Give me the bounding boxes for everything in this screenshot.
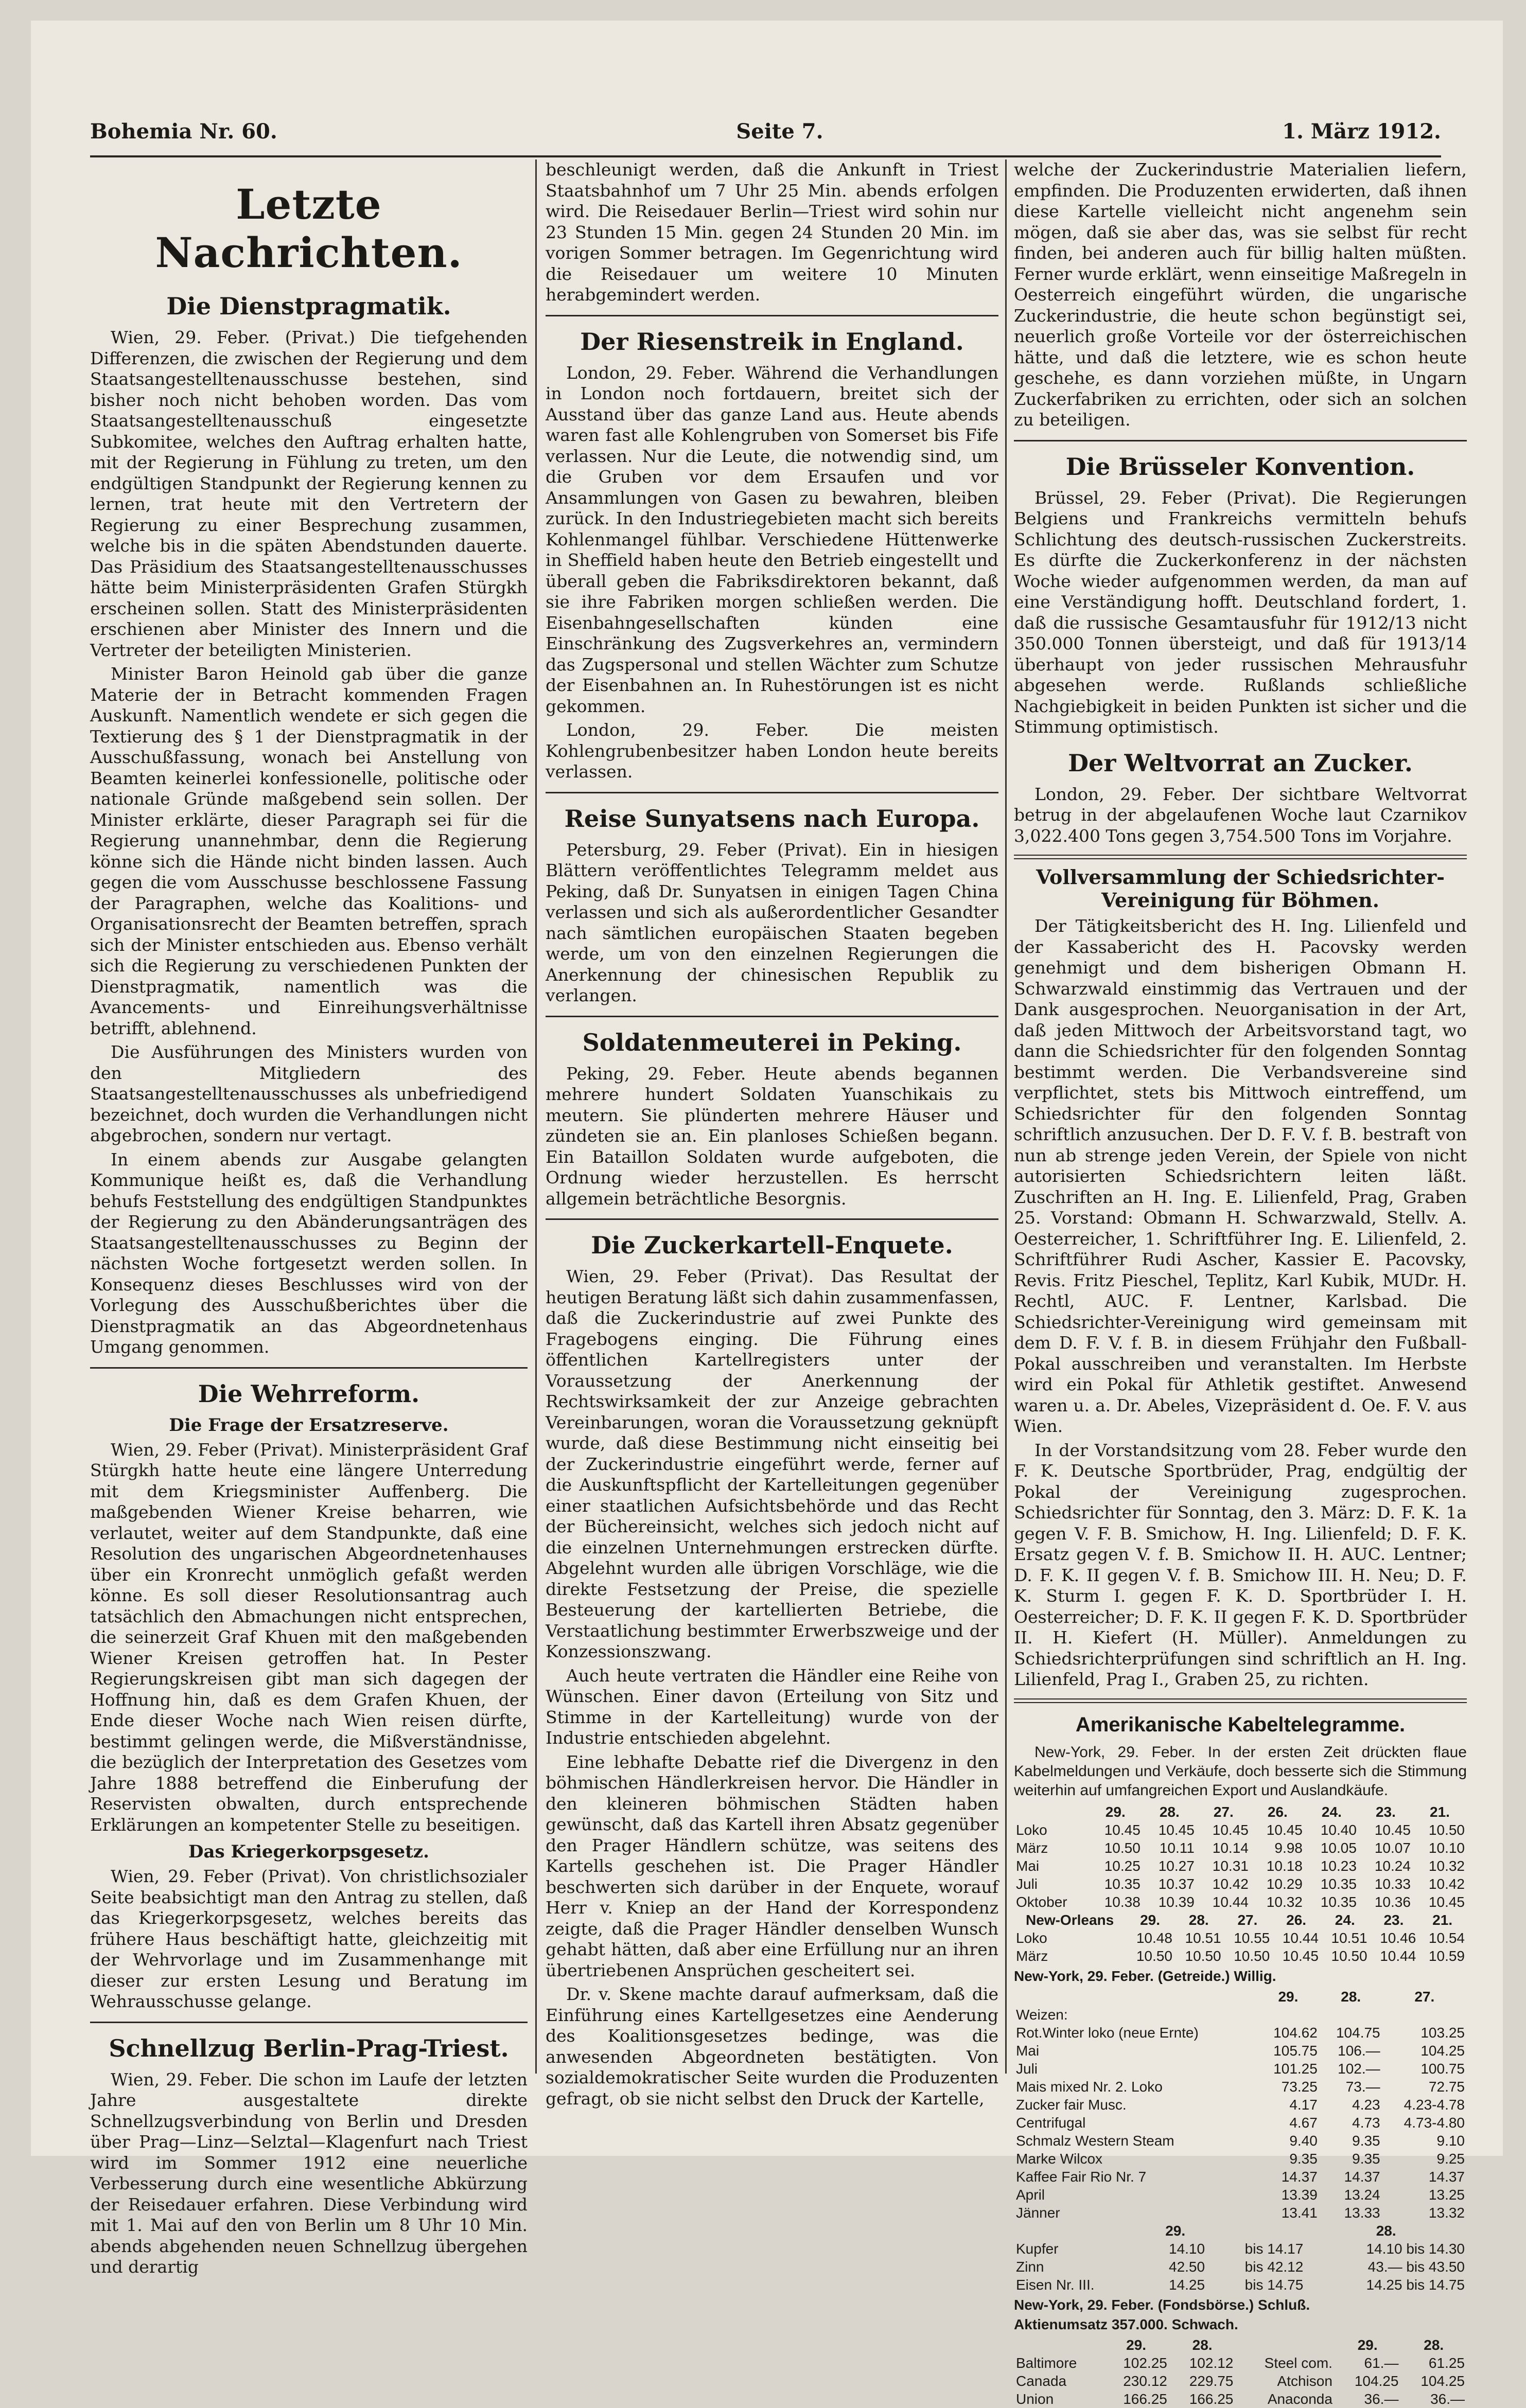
table-cell: Jänner — [1016, 2204, 1060, 2221]
table-cell: 9.40 — [1289, 2132, 1318, 2149]
table-cell: 10.35 — [1320, 1893, 1357, 1910]
table-cell: 102.— — [1338, 2060, 1380, 2077]
table-header-cell: 29. — [1278, 1988, 1299, 2005]
page-header — [90, 108, 1441, 154]
table-cell: 4.73 — [1352, 2114, 1380, 2131]
article-title: Soldatenmeuterei in Peking. — [582, 1028, 962, 1056]
column-3 — [1014, 160, 1467, 2407]
table-cell: Kaffee Fair Rio Nr. 7 — [1016, 2168, 1147, 2185]
article-divider — [90, 1367, 528, 1369]
table-header-cell — [1014, 2222, 1144, 2240]
table-cell: 230.12 — [1123, 2372, 1167, 2389]
table-header-cell: 27. — [1237, 1911, 1258, 1928]
table-cell: Atchison — [1277, 2372, 1332, 2389]
table-cell: 10.50 — [1136, 1947, 1172, 1964]
table-cell: 10.50 — [1331, 1947, 1367, 1964]
table-cell: 9.35 — [1289, 2150, 1318, 2167]
table-cell: Loko — [1016, 1821, 1047, 1838]
market-intro: New-York, 29. Feber. In der ersten Zeit drückten flaue Kabelmeldungen und Verkäufe, doch besserte sich die Stimmung weiterhin auf umfangreichen Export und Auslandkäufe. — [1014, 1743, 1467, 1799]
table-cell: 10.14 — [1212, 1839, 1249, 1856]
table-cell: 73.25 — [1281, 2078, 1318, 2095]
table-header-cell: 29. — [1140, 1911, 1161, 1928]
table-header-row — [1014, 2222, 1467, 2240]
article-paragraph: Wien, 29. Feber. Die schon im Laufe der letzten Jahre ausgestaltete direkte Schnellzugsverbindung von Berlin und Dresden über Prag—Linz—Selztal—Klagenfurt nach Triest wird im Sommer 1912 eine neuerliche Verbesserung durch eine wesentliche Abkürzung der Reisedauer erfahren. Diese Verbindung wird mit 1. Mai auf den von Berlin um 8 Uhr 10 Min. abends abgehenden neuen Schnellzug übergehen und derartig — [90, 2069, 528, 2277]
table-cell: Centrifugal — [1016, 2114, 1086, 2131]
table-cell: 100.75 — [1420, 2060, 1465, 2077]
table-cell: 14.37 — [1281, 2168, 1318, 2185]
table-cell: 10.50 — [1104, 1839, 1141, 1856]
table-cell: 10.40 — [1320, 1821, 1357, 1838]
table-cell: 10.23 — [1320, 1857, 1357, 1874]
table-cell: 10.27 — [1158, 1857, 1195, 1874]
table-cell: 104.62 — [1273, 2024, 1318, 2041]
table-header-row — [1014, 1911, 1467, 1929]
table-cell: 4.67 — [1289, 2114, 1318, 2131]
table-cell: 4.17 — [1289, 2096, 1318, 2113]
table-cell: Loko — [1016, 1929, 1047, 1946]
issue-number: Bohemia Nr. 60. — [90, 119, 277, 144]
table-cell: 10.10 — [1428, 1839, 1465, 1856]
table-row — [1014, 2060, 1467, 2078]
table-cell: 10.05 — [1320, 1839, 1357, 1856]
table-header-row — [1014, 2336, 1467, 2354]
table-cell: 10.29 — [1266, 1875, 1303, 1892]
table-cell: Oktober — [1016, 1893, 1067, 1910]
table-header-cell: 28. — [1424, 2336, 1444, 2353]
table-cell: Canada — [1016, 2372, 1067, 2389]
table-row — [1014, 1929, 1467, 1947]
table-cell: 104.25 — [1420, 2042, 1465, 2059]
table-row — [1014, 2204, 1467, 2222]
table-header-cell — [1014, 1988, 1257, 2006]
table-header-row — [1014, 1803, 1467, 1821]
article-divider — [90, 2022, 528, 2023]
table-cell: Kupfer — [1016, 2240, 1059, 2257]
table-row — [1014, 2006, 1467, 2024]
table-cell: 10.55 — [1234, 1929, 1270, 1946]
table-cell: 4.23 — [1352, 2096, 1380, 2113]
table-cell: 10.45 — [1428, 1893, 1465, 1910]
article-paragraph: Wien, 29. Feber (Privat). Von christlichsozialer Seite beabsichtigt man den Antrag zu stellen, daß das Kriegerkorpsgesetz, welches bereits das frühere Haus beschäftigt hatte, gleichzeitig mit der Wehrvorlage und im Zusammenhange mit dieser zur ersten Lesung und Beratung im Wehrausschusse gelange. — [90, 1866, 528, 2011]
article-divider — [1014, 440, 1467, 441]
article-title: Die Brüsseler Konvention. — [1065, 452, 1415, 481]
table-row — [1014, 1821, 1467, 1839]
stocks-table — [1014, 2336, 1467, 2408]
table-row — [1014, 1857, 1467, 1875]
table-cell: 9.25 — [1436, 2150, 1465, 2167]
table-cell: 10.51 — [1185, 1929, 1221, 1946]
table-cell: 14.10 bis 14.30 — [1366, 2240, 1465, 2257]
table-row — [1014, 2024, 1467, 2042]
page-number: Seite 7. — [736, 119, 823, 144]
article-title: Reise Sunyatsens nach Europa. — [564, 804, 980, 833]
table-cell: 104.75 — [1336, 2024, 1380, 2041]
table-row — [1014, 2096, 1467, 2114]
table-cell: 10.45 — [1266, 1821, 1303, 1838]
table-cell: 10.45 — [1374, 1821, 1411, 1838]
table-cell: 10.45 — [1104, 1821, 1141, 1838]
article-paragraph: Der Tätigkeitsbericht des H. Ing. Lilienfeld und der Kassabericht des H. Pacovsky werden genehmigt und dem bisherigen Obmann H. Schwarzwald einstimmig das Vertrauen und der Dank ausgesprochen. Neuorganisation in der Art, daß jeden Mittwoch der Arbeitsvorstand tagt, wo dann die Schiedsrichter für den folgenden Sonntag bestimmt werden. Die Verbandsvereine sind verpflichtet, stets bis Mittwoch eintreffend, um Schiedsrichter für den folgenden Sonntag schriftlich anzusuchen. Der D. F. V. f. B. bestraft von nun ab strenge jeden Verein, der Spiele von nicht autorisierten Schiedsrichtern leiten läßt. Zuschriften an H. Ing. E. Lilienfeld, Prag, Graben 25. Vorstand: Obmann H. Schwarzwald, Stellv. A. Oesterreicher, 1. Schriftführer Ing. E. Lilienfeld, 2. Schriftführer Rudi Ascher, Kassier E. Pacovsky, Revis. Fritz Pieschel, Teplitz, Karl Kubik, MUDr. H. Rechtl, AUC. F. Lentner, Karlsbad. Die Schiedsrichter-Vereinigung wird gemeinsam mit dem D. F. V. f. B. in diesem Frühjahr den Fußball-Pokal ausschreiben und veranstalten. Im Herbste wird ein Pokal für Athletik gestiftet. Anwesend waren u. a. Dr. Abeles, Vizepräsident d. Oe. F. V. aus Wien. — [1014, 916, 1467, 1436]
table-cell: 4.23-4.78 — [1404, 2096, 1465, 2113]
table-cell: 13.25 — [1428, 2186, 1465, 2203]
column-2 — [546, 160, 998, 2109]
article-title: Vollversammlung der Schiedsrichter-Vereinigung für Böhmen. — [1036, 865, 1445, 912]
table-header-cell: 28. — [1159, 1803, 1180, 1820]
table-cell: 10.33 — [1374, 1875, 1411, 1892]
issue-date: 1. März 1912. — [1282, 119, 1441, 144]
article-paragraph: Wien, 29. Feber (Privat). Ministerpräsident Graf Stürgkh hatte heute eine längere Unterredung mit dem Kriegsminister Auffenberg. Die maßgebenden Wiener Kreise beharren, wie verlautet, weiter auf dem Standpunkte, daß eine Resolution des ungarischen Abgeordnetenhauses über ein Kronrecht unmöglich gefaßt werden könne. Es soll dieser Resolutionsantrag auch tatsächlich den Abmachungen nicht entsprechen, die seinerzeit Graf Khuen mit den maßgebenden Wiener Kreisen getroffen hat. In Pester Regierungskreisen gibt man sich dagegen der Hoffnung hin, daß es dem Grafen Khuen, der Ende dieser Woche nach Wien reisen dürfte, bestimmt gelingen werde, die Mißverständnisse, die bezüglich der Interpretation des Gesetzes vom Jahre 1888 betreffend die Einberufung der Reservisten obwalten, durch entsprechende Erklärungen an kompetenter Stelle zu beseitigen. — [90, 1439, 528, 1835]
table-header-cell: 29. — [1105, 1803, 1126, 1820]
table-header-cell: 28. — [1192, 2336, 1213, 2353]
table-cell: 10.11 — [1159, 1839, 1195, 1856]
table-cell: 10.07 — [1374, 1839, 1411, 1856]
table-cell: 10.50 — [1185, 1947, 1221, 1964]
table-row — [1014, 1875, 1467, 1893]
cotton-table-newyork — [1014, 1803, 1467, 1911]
article-divider — [546, 315, 998, 316]
table-cell: 10.50 — [1428, 1821, 1465, 1838]
table-cell: Juli — [1016, 2060, 1038, 2077]
article-title: Der Weltvorrat an Zucker. — [1068, 749, 1413, 777]
table-cell: 229.75 — [1189, 2372, 1234, 2389]
article-paragraph: London, 29. Feber. Die meisten Kohlengrubenbesitzer haben London heute bereits verlassen. — [546, 720, 998, 782]
table-header-cell — [1014, 1803, 1089, 1821]
table-header-cell: 29. — [1165, 2222, 1186, 2239]
table-cell: Schmalz Western Steam — [1016, 2132, 1174, 2149]
table-row — [1014, 2078, 1467, 2096]
table-row — [1014, 2168, 1467, 2186]
table-row — [1014, 2276, 1467, 2294]
table-header-cell: 24. — [1321, 1803, 1342, 1820]
table-cell: 36.— — [1364, 2391, 1399, 2407]
article-divider — [1014, 855, 1467, 859]
article-paragraph: Dr. v. Skene machte darauf aufmerksam, daß die Einführung eines Kartellgesetzes eine Aenderung des Koalitionsgesetzes bedinge, was die anwesenden Abgeordneten bestätigten. Von sozialdemokratischer Seite wurden die Produzenten gefragt, ob sie nicht selbst den Druck der Kartelle, — [546, 1984, 998, 2109]
article-divider — [546, 792, 998, 793]
table-header-cell: 23. — [1375, 1803, 1396, 1820]
table-cell: 10.38 — [1104, 1893, 1141, 1910]
table-cell: 13.39 — [1281, 2186, 1318, 2203]
article-paragraph: beschleunigt werden, daß die Ankunft in Triest Staatsbahnhof um 7 Uhr 25 Min. abends erfolgen wird. Die Reisedauer Berlin—Triest wird sohin nur 23 Stunden 15 Min. gegen 24 Stunden 20 Min. im vorigen Sommer betragen. Im Gegenrichtung wird die Reisedauer um weitere 10 Minuten herabgemindert werden. — [546, 160, 998, 305]
table-cell: 166.25 — [1189, 2391, 1234, 2407]
article-paragraph: Petersburg, 29. Feber (Privat). Ein in hiesigen Blättern veröffentlichtes Telegramm meldet aus Peking, daß Dr. Sunyatsen in einigen Tagen China verlassen und sich als außerordentlicher Gesandter nach sämtlichen europäischen Staaten begeben werde, um von den einzelnen Regierungen die Anerkennung der chinesischen Republik zu verlangen. — [546, 839, 998, 1005]
table-cell — [1320, 2006, 1382, 2024]
column-divider — [1005, 160, 1007, 2074]
table-cell: 42.50 — [1169, 2258, 1205, 2275]
table-cell: 9.35 — [1352, 2132, 1380, 2149]
article-paragraph: Peking, 29. Feber. Heute abends begannen mehrere hundert Soldaten Yuanschikais zu meutern. Sie plünderten mehrere Häuser und zündeten sie an. Ein planloses Schießen begann. Ein Bataillon Soldaten wurde aufgeboten, die Ordnung wieder herzustellen. Es herrscht allgemein beträchtliche Besorgnis. — [546, 1063, 998, 1209]
table-cell: 104.25 — [1420, 2372, 1465, 2389]
article-subtitle: Die Frage der Ersatzreserve. — [169, 1414, 449, 1436]
table-cell: März — [1016, 1839, 1048, 1856]
table-cell: 10.44 — [1212, 1893, 1249, 1910]
table-cell: 105.75 — [1273, 2042, 1318, 2059]
table-cell: 10.51 — [1331, 1929, 1367, 1946]
table-cell: 36.— — [1430, 2391, 1465, 2407]
article-subtitle: Das Kriegerkorpsgesetz. — [188, 1842, 429, 1862]
article-paragraph: In der Vorstandsitzung vom 28. Feber wurde den F. K. Deutsche Sportbrüder, Prag, endgültig der Pokal der Vereinigung zugesprochen. Schiedsrichter für Sonntag, den 3. März: D. F. K. 1a gegen V. F. B. Smichow, H. Ing. Lilienfeld; D. F. K. Ersatz gegen V. f. B. Smichow II. H. AUC. Lentner; D. F. K. II gegen V. f. B. Smichow III. H. Neu; D. F. K. Sturm I. gegen F. K. D. Sportbrüder I. H. Oesterreicher; D. F. K. II gegen F. K. D. Sportbrüder II. H. Kiefert (H. Müller). Anmeldungen zu Schiedsrichterprüfungen sind schriftlich an H. Ing. Lilienfeld, Prag I., Graben 25, zu richten. — [1014, 1440, 1467, 1689]
table-cell: 4.73-4.80 — [1404, 2114, 1465, 2131]
table-cell: Marke Wilcox — [1016, 2150, 1103, 2167]
table-cell: 10.42 — [1428, 1875, 1465, 1892]
article-divider — [1014, 1698, 1467, 1703]
table-header-cell: 27. — [1213, 1803, 1234, 1820]
table-row — [1014, 2186, 1467, 2204]
table-cell: 166.25 — [1123, 2391, 1167, 2407]
article-paragraph: In einem abends zur Ausgabe gelangten Kommunique heißt es, daß die Verhandlung behufs Feststellung des endgültigen Standpunktes der Regierung zu den Abänderungsanträgen des Staatsangestelltenausschusses zu Beginn der nächsten Woche fortgesetzt werden sollen. In Konsequenz dieses Beschlusses wird von der Vorlegung des Ausschußberichtes über die Dienstpragmatik an das Abgeordnetenhaus Umgang genommen. — [90, 1149, 528, 1357]
table-cell: Mai — [1016, 1857, 1040, 1874]
table-cell: 9.10 — [1436, 2132, 1465, 2149]
table-cell: 14.10 — [1169, 2240, 1205, 2257]
table-cell: 10.31 — [1212, 1857, 1249, 1874]
table-header-cell — [1235, 2336, 1335, 2354]
grain-table — [1014, 1988, 1467, 2222]
article-paragraph: London, 29. Feber. Während die Verhandlungen in London noch fortdauern, breitet sich der Ausstand über das ganze Land aus. Heute abends waren fast alle Kohlengruben von Somerset bis Fife verlassen. Nur die Leute, die notwendig sind, um die Gruben vor dem Ersaufen und vor Ansammlungen von Gasen zu bewahren, bleiben zurück. In den Industriegebieten macht sich bereits Kohlenmangel fühlbar. Verschiedene Hüttenwerke in Sheffield haben heute den Betrieb eingestellt und überall geben die Fabriksdirektoren bekannt, daß sie ihre Fabriken morgen schließen werden. Die Eisenbahngesellschaften künden eine Einschränkung des Zugsverkehres an, vermindern das Zugspersonal und stellen Wächter zum Schutze der Eisenbahnen an. In Ruhestörungen ist es nicht gekommen. — [546, 362, 998, 716]
table-cell: Eisen Nr. III. — [1016, 2276, 1095, 2293]
table-cell: 10.44 — [1282, 1929, 1319, 1946]
table-row — [1014, 2150, 1467, 2168]
table-header-cell — [1207, 2222, 1305, 2240]
article-paragraph: Minister Baron Heinold gab über die ganze Materie der in Betracht kommenden Fragen Auskunft. Namentlich wendete er sich gegen die Textierung des § 1 der Dienstpragmatik in der Ausschußfassung, wonach bei Anstellung von Beamten keinerlei konfessionelle, politische oder nationale Gründe maßgebend sein sollen. Der Minister erklärte, dieser Paragraph sei für die Regierung unannehmbar, denn die Regierung könne sich die Hände nicht binden lassen. Auch gegen die vom Ausschusse beschlossene Fassung der Paragraphen, welche das Koalitions- und Organisationsrecht der Beamten betreffen, sprach sich der Minister entschieden aus. Ebenso verhält sich die Regierung zu verschiedenen Punkten der Dienstpragmatik, namentlich was die Avancements- und Einreihungsverhältnisse betrifft, ablehnend. — [90, 664, 528, 1038]
table-cell: 9.98 — [1274, 1839, 1303, 1856]
table-header-cell: 21. — [1432, 1911, 1453, 1928]
table-cell: 10.18 — [1266, 1857, 1303, 1874]
market-report — [1014, 1713, 1467, 2408]
table-cell: 10.46 — [1380, 1929, 1416, 1946]
table-header-cell: 27. — [1414, 1988, 1435, 2005]
table-header-cell: 28. — [1341, 1988, 1361, 2005]
table-header-cell: 28. — [1376, 2222, 1396, 2239]
cotton-table-neworleans — [1014, 1911, 1467, 1965]
table-cell: 10.45 — [1282, 1947, 1319, 1964]
market-subheading: New-York, 29. Feber. (Fondsbörse.) Schluß. — [1014, 2296, 1310, 2313]
table-cell: 13.24 — [1344, 2186, 1380, 2203]
article-title: Die Zuckerkartell-Enquete. — [591, 1231, 953, 1259]
header-rule — [90, 155, 1441, 157]
table-cell: 14.37 — [1344, 2168, 1380, 2185]
table-cell: 10.35 — [1320, 1875, 1357, 1892]
table-cell: bis 14.75 — [1244, 2276, 1304, 2293]
article-paragraph: welche der Zuckerindustrie Materialien liefern, empfinden. Die Produzenten erwiderten, daß ihnen diese Kartelle vielleicht nicht angenehm sein mögen, daß sie aber das, was sie selbst für recht finden, bei anderen auch für billig halten müßten. Ferner wurde erklärt, wenn einseitige Maßregeln in Oesterreich eingeführt würden, die ungarische Zuckerindustrie, die heute schon begünstigt sei, neuerlich große Vorteile vor der österreichischen hätte, und daß die letztere, wie es schon heute geschehe, es dann vorziehen müßte, in Ungarn Zuckerfabriken zu errichten, oder sich an solchen zu beteiligen. — [1014, 160, 1467, 430]
table-cell: 103.25 — [1420, 2024, 1465, 2041]
article-divider — [546, 1016, 998, 1017]
table-cell: Mai — [1016, 2042, 1040, 2059]
table-cell: bis 14.17 — [1244, 2240, 1304, 2257]
column-1 — [90, 160, 528, 2277]
table-header-cell: 29. — [1357, 2336, 1378, 2353]
table-cell: bis 42.12 — [1244, 2258, 1304, 2275]
table-cell: 14.25 — [1169, 2276, 1205, 2293]
table-cell: 14.25 bis 14.75 — [1366, 2276, 1465, 2293]
article-paragraph: Wien, 29. Feber (Privat). Das Resultat der heutigen Beratung läßt sich dahin zusammenfassen, daß die Zuckerindustrie auf zwei Punkte des Fragebogens einging. Die Führung eines öffentlichen Kartellregisters unter der Voraussetzung der Anerkennung der Rechtswirksamkeit der zur Anzeige gebrachten Vereinbarungen, woran die Voraussetzung geknüpft wurde, daß diese Bestimmung nicht einseitig bei der Zuckerindustrie eingeführt werde, ferner auf die Auskunftspflicht der Kartelleitungen gegenüber einer staatlichen Aufsichtsbehörde und das Recht der Büchereinsicht, welches sich jedoch nicht auf die einzelnen Unternehmungen erstrecken dürfte. Abgelehnt wurden alle übrigen Vorschläge, wie die direkte Festsetzung der Preise, die spezielle Besteuerung der kartellierten Betriebe, die Verstaatlichung bestimmter Erwerbszweige und der Konzessionszwang. — [546, 1266, 998, 1661]
table-cell: 61.— — [1364, 2354, 1399, 2371]
table-row — [1014, 2042, 1467, 2060]
table-cell: 10.32 — [1428, 1857, 1465, 1874]
table-cell: 102.12 — [1189, 2354, 1234, 2371]
article-title: Der Riesenstreik in England. — [580, 327, 964, 356]
table-cell: Weizen: — [1016, 2006, 1068, 2023]
table-cell: 10.42 — [1212, 1875, 1249, 1892]
article-paragraph: London, 29. Feber. Der sichtbare Weltvorrat betrug in der abgelaufenen Woche laut Czarnikov 3,022.400 Tons gegen 3,754.500 Tons im Vorjahre. — [1014, 784, 1467, 846]
table-cell: März — [1016, 1947, 1048, 1964]
table-cell: April — [1016, 2186, 1045, 2203]
table-cell: 106.— — [1338, 2042, 1380, 2059]
table-cell: 102.25 — [1123, 2354, 1167, 2371]
table-cell: 10.48 — [1136, 1929, 1172, 1946]
table-row — [1014, 1893, 1467, 1911]
table-cell: 13.41 — [1281, 2204, 1318, 2221]
article-title: Die Dienstpragmatik. — [166, 292, 451, 320]
market-title: Amerikanische Kabeltelegramme. — [1075, 1713, 1406, 1736]
table-cell: Anaconda — [1267, 2391, 1332, 2407]
article-title: Die Wehrreform. — [198, 1379, 420, 1408]
table-cell: 43.— bis 43.50 — [1367, 2258, 1465, 2275]
table-cell: 10.24 — [1374, 1857, 1411, 1874]
article-paragraph: Brüssel, 29. Feber (Privat). Die Regierungen Belgiens und Frankreichs vermitteln behufs Schlichtung des deutsch-russischen Zuckerstreits. Es dürfte die Zuckerkonferenz in der nächsten Woche wieder aufgenommen werden, da man auf eine Verständigung hofft. Deutschland fordert, 1. daß die russische Gesamtausfuhr für 1912/13 nicht 350.000 Tonnen übersteigt, und daß für 1913/14 überhaupt von jeder russischen Mehrausfuhr abgesehen werde. Rußlands schließliche Nachgiebigkeit in beiden Punkten ist sicher und die Stimmung optimistisch. — [1014, 487, 1467, 737]
table-row — [1014, 1947, 1467, 1965]
table-cell: 73.— — [1345, 2078, 1380, 2095]
table-row — [1014, 1839, 1467, 1857]
table-row — [1014, 2114, 1467, 2132]
table-cell: 10.25 — [1104, 1857, 1141, 1874]
table-row — [1014, 2372, 1467, 2390]
article-paragraph: Die Ausführungen des Ministers wurden von den Mitgliedern des Staatsangestelltenausschusses als unbefriedigend bezeichnet, doch wurden die Verhandlungen nicht abgebrochen, sondern nur vertagt. — [90, 1042, 528, 1145]
table-cell: 13.33 — [1344, 2204, 1380, 2221]
market-subheading: Aktienumsatz 357.000. Schwach. — [1014, 2316, 1238, 2332]
table-cell: 104.25 — [1354, 2372, 1399, 2389]
table-cell: Steel com. — [1264, 2354, 1332, 2371]
article-paragraph: Auch heute vertraten die Händler eine Reihe von Wünschen. Einer davon (Erteilung von Sitz und Stimme in der Kartelleitung) wurde von der Industrie entschieden abgelehnt. — [546, 1665, 998, 1748]
table-header-cell: 26. — [1286, 1911, 1307, 1928]
table-cell: 14.37 — [1428, 2168, 1465, 2185]
table-cell: Zinn — [1016, 2258, 1044, 2275]
table-cell: 10.45 — [1158, 1821, 1195, 1838]
market-subheading: New-York, 29. Feber. (Getreide.) Willig. — [1014, 1968, 1276, 1984]
table-cell: 10.32 — [1266, 1893, 1303, 1910]
table-cell: Juli — [1016, 1875, 1038, 1892]
table-cell: 10.35 — [1104, 1875, 1141, 1892]
table-row — [1014, 2354, 1467, 2372]
table-header-cell: 21. — [1430, 1803, 1450, 1820]
table-cell: 61.25 — [1428, 2354, 1465, 2371]
table-row — [1014, 2132, 1467, 2150]
metals-table — [1014, 2222, 1467, 2294]
table-cell: 9.35 — [1352, 2150, 1380, 2167]
table-row — [1014, 2390, 1467, 2408]
article-paragraph: Eine lebhafte Debatte rief die Divergenz in den böhmischen Händlerkreisen hervor. Die Händler in den kleineren böhmischen Städten haben gewünscht, daß das Kartell ihren Absatz gegenüber den Prager Händlern schütze, was seitens des Kartells geschehen ist. Die Prager Händler beschwerten sich darüber in der Enquete, worauf Herr v. Kniep an der Hand der Korrespondenz zeigte, daß die Prager Händler denselben Wunsch gehabt hätten, daß aber eine Erfüllung nur an ihren übertriebenen Ansprüchen gescheitert sei. — [546, 1751, 998, 1980]
table-cell: Baltimore — [1016, 2354, 1077, 2371]
table-cell: 13.32 — [1428, 2204, 1465, 2221]
table-header-row — [1014, 1988, 1467, 2006]
table-cell: 72.75 — [1428, 2078, 1465, 2095]
newspaper-page — [31, 21, 1503, 2407]
table-cell: Mais mixed Nr. 2. Loko — [1016, 2078, 1163, 2095]
table-cell: 10.59 — [1428, 1947, 1465, 1964]
table-cell: 101.25 — [1273, 2060, 1318, 2077]
table-cell: Union — [1016, 2391, 1054, 2407]
table-row — [1014, 2240, 1467, 2258]
table-cell: 10.50 — [1234, 1947, 1270, 1964]
table-cell — [1257, 2006, 1320, 2024]
table-cell: Rot.Winter loko (neue Ernte) — [1016, 2024, 1199, 2041]
table-header-cell: 29. — [1126, 2336, 1147, 2353]
table-cell: 10.54 — [1428, 1929, 1465, 1946]
table-header-cell: 24. — [1335, 1911, 1355, 1928]
section-title: Letzte Nachrichten. — [155, 180, 463, 277]
table-cell: 10.37 — [1158, 1875, 1195, 1892]
table-header-cell: 23. — [1383, 1911, 1404, 1928]
column-divider — [535, 160, 537, 2074]
table-header-cell: New-Orleans — [1026, 1911, 1114, 1928]
table-header-cell — [1014, 2336, 1103, 2354]
table-cell: Zucker fair Musc. — [1016, 2096, 1127, 2113]
table-header-cell: 28. — [1188, 1911, 1209, 1928]
table-cell: 10.45 — [1212, 1821, 1249, 1838]
article-title: Schnellzug Berlin-Prag-Triest. — [109, 2034, 509, 2062]
table-row — [1014, 2258, 1467, 2276]
table-cell: 10.44 — [1380, 1947, 1416, 1964]
article-divider — [546, 1218, 998, 1220]
table-cell: 10.36 — [1374, 1893, 1411, 1910]
article-paragraph: Wien, 29. Feber. (Privat.) Die tiefgehenden Differenzen, die zwischen der Regierung und dem Staatsangestelltenausschusse bestehen, sind bisher noch nicht behoben worden. Das vom Staatsangestelltenausschuß eingesetzte Subkomitee, welches den Auftrag erhalten hatte, mit der Regierung in Fühlung zu treten, um den endgültigen Standpunkt der Regierung kennen zu lernen, trat heute mit den Vertretern der Regierung zu einer Besprechung zusammen, welche bis in die späten Abendstunden dauerte. Das Präsidium des Staatsangestelltenausschusses hätte beim Ministerpräsidenten Grafen Stürgkh erscheinen sollen. Statt des Ministerpräsidenten erschienen aber Minister des Innern und die Vertreter der beteiligten Ministerien. — [90, 327, 528, 660]
table-header-cell: 26. — [1267, 1803, 1288, 1820]
table-cell — [1382, 2006, 1467, 2024]
table-cell: 10.39 — [1158, 1893, 1195, 1910]
